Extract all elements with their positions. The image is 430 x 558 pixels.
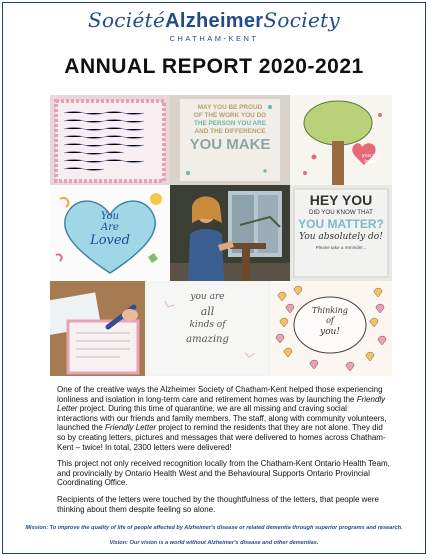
did-you-know-line: DID YOU KNOW THAT [309, 209, 373, 216]
quote-line-3: THE PERSON YOU ARE [193, 120, 267, 127]
tree-text-1: you are [361, 153, 381, 159]
thinking-line-2: of [326, 316, 334, 325]
society-wordmark [3, 8, 425, 33]
brand-region: CHATHAM-KENT [169, 34, 259, 43]
hey-you-title: HEY YOU [309, 192, 373, 208]
tree-heart-text [356, 153, 386, 166]
amazing-line-3: kinds of [189, 320, 226, 330]
amazing-line-4: amazing [186, 334, 229, 345]
report-title: ANNUAL REPORT 2020-2021 [64, 55, 364, 78]
heart-text-3: Loved [90, 233, 130, 248]
quote-big-line: YOU MAKE [189, 136, 271, 153]
hey-you-card-photo [290, 185, 392, 281]
tree-drawing-photo [290, 95, 392, 185]
handwritten-letter-photo [50, 95, 170, 185]
body-p1-part-b: project. During this time of quarantine, we are all missing and craving social interactions with our friends and family members. The staff, along with community volunteers, launched the [57, 404, 387, 433]
tree-drawing-image [290, 95, 392, 185]
mission-statement: Mission: To improve the quality of life of people affected by Alzheimer's disease or related dementia through superior programs and research. [25, 525, 403, 531]
vision-statement: Vision: Our vision is a world without Alzheimer's disease and other dementias. [109, 540, 319, 546]
thinking-of-you-photo [270, 281, 392, 376]
staff-photo [170, 185, 290, 281]
amazing-text [153, 291, 262, 347]
friendly-letter-em-1: Friendly Letter [57, 394, 386, 414]
heart-message [74, 211, 146, 249]
quote-line-2: OF THE WORK YOU DO [193, 112, 267, 119]
tree-text-2: loved [364, 159, 378, 166]
friendly-letter-em-2: Friendly Letter [105, 423, 157, 433]
friendly-letters-collage [50, 95, 392, 376]
body-p1-part-a: One of the creative ways the Alzheimer Society of Chatham-Kent helped those experiencing lonliness and isolation in long-term care and retirement homes was by launching the [57, 385, 383, 404]
absolutely-line: You absolutely do! [299, 232, 383, 242]
thinking-line-1: Thinking [312, 306, 348, 315]
quote-line-1: MAY YOU BE PROUD [197, 104, 263, 111]
letters-and-pen-photo [50, 281, 145, 376]
annual-report-page [2, 2, 426, 554]
heart-text-2: Are [101, 222, 119, 233]
amazing-line-2: all [200, 305, 215, 318]
all-kinds-amazing-photo [145, 281, 270, 376]
brand-prefix: Société [87, 8, 166, 32]
body-paragraph-2: This project not only received recognition locally from the Chatham-Kent Ontario Health Team, and provincially by Ontario Health West and the Behavioural Supports Ontario Provincial Coordinating Office. [57, 459, 390, 488]
thinking-text [300, 305, 360, 338]
hey-you-text [296, 193, 386, 252]
brand-main: Alzheimer [165, 10, 264, 32]
brand-suffix: Society [263, 8, 341, 32]
report-body [57, 385, 390, 521]
thinking-line-3: you! [320, 327, 340, 337]
reminder-line: Please take a reminder... [315, 245, 367, 250]
quote-line-4: AND THE DIFFERENCE [194, 128, 266, 135]
heart-text-1: You [100, 211, 120, 222]
quote-card-photo [170, 95, 290, 185]
body-paragraph-1 [57, 385, 390, 452]
you-matter-line: YOU MATTER? [298, 217, 384, 231]
letters-pen-image [50, 281, 145, 376]
body-paragraph-3: Recipients of the letters were touched by the thoughtfulness of the letters, that people were thinking about them despite feeling so alone. [57, 494, 379, 514]
body-p1-part-c: project to remind the residents that they are not alone. They did so by creating letters, pictures and messages that were delivered to homes across Chatham-Kent – twice! In total, 2300 letters were delivered! [57, 423, 386, 452]
staff-photo-image [170, 185, 290, 281]
amazing-line-1: you are [190, 292, 225, 302]
handwritten-letter-image [50, 95, 170, 185]
you-are-loved-photo [50, 185, 170, 281]
society-logo [3, 8, 425, 43]
quote-card-text [184, 104, 276, 154]
